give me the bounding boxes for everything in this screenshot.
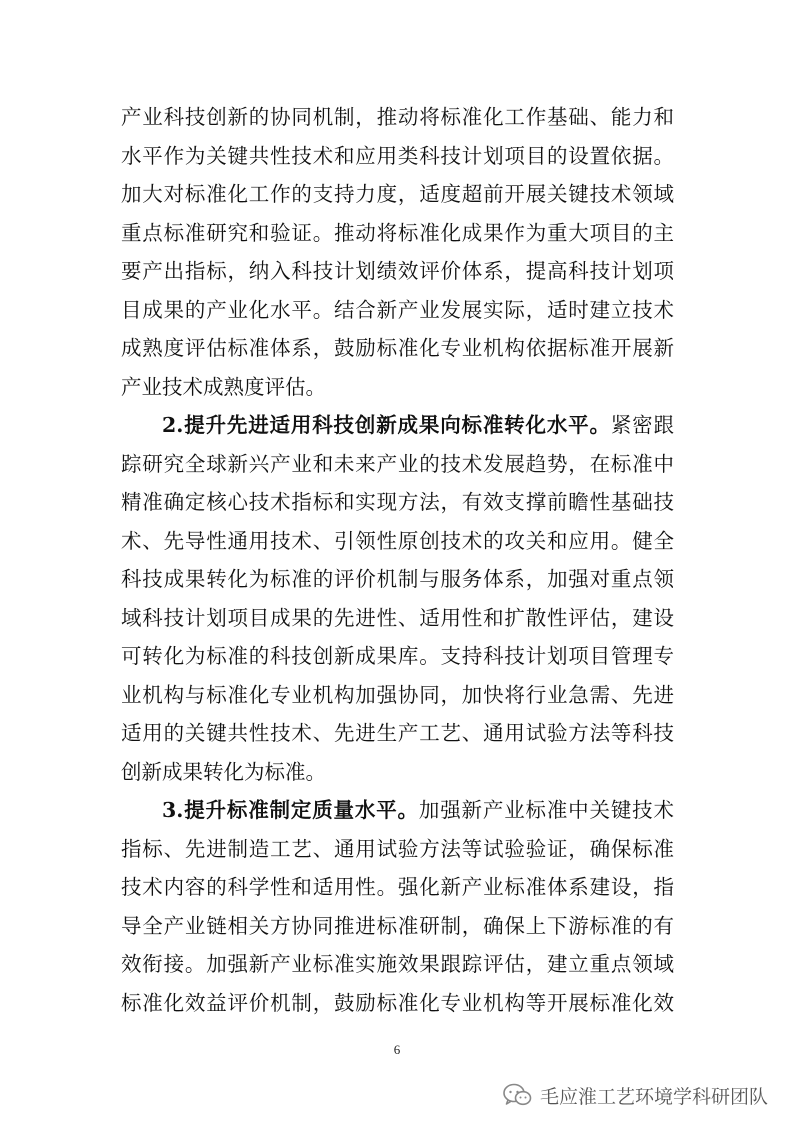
text-line: 要产出指标，纳入科技计划绩效评价体系，提高科技计划项 [121,259,674,283]
text-line: 重点标准研究和验证。推动将标准化成果作为重大项目的主 [121,220,674,245]
text-line: 精准确定核心技术指标和实现方法，有效支撑前瞻性基础技 [121,490,674,514]
section-2-first-line-rest: 紧密跟 [610,413,675,437]
text-line: 水平作为关键共性技术和应用类科技计划项目的设置依据。 [121,143,674,168]
watermark-text: 毛应淮工艺环境学科研团队 [539,1085,768,1108]
text-line: 效衔接。加强新产业标准实施效果跟踪评估，建立重点领域 [121,952,674,976]
text-line: 适用的关键共性技术、先进生产工艺、通用试验方法等科技 [121,721,674,745]
wechat-icon [502,1082,532,1108]
text-line: 可转化为标准的科技创新成果库。支持科技计划项目管理专 [121,644,674,668]
text-line: 域科技计划项目成果的先进性、适用性和扩散性评估，建设 [121,605,674,630]
section-2-heading: 2.提升先进适用科技创新成果向标准转化水平。 [162,413,611,437]
text-line: 科技成果转化为标准的评价机制与服务体系，加强对重点领 [121,567,674,591]
document-body [121,98,674,1022]
text-line: 术、先导性通用技术、引领性原创技术的攻关和应用。健全 [121,528,674,553]
text-line: 产业技术成熟度评估。 [121,374,326,399]
section-2-first-line [121,406,674,445]
wechat-watermark [502,1080,768,1110]
text-line: 加大对标准化工作的支持力度，适度超前开展关键技术领域 [121,182,674,206]
page-number: 6 [393,1042,401,1057]
text-line: 指标、先进制造工艺、通用试验方法等试验验证，确保标准 [121,836,674,861]
text-line: 标准化效益评价机制，鼓励标准化专业机构等开展标准化效 [121,990,674,1015]
text-line: 技术内容的科学性和适用性。强化新产业标准体系建设，指 [121,875,674,899]
text-line: 产业科技创新的协同机制，推动将标准化工作基础、能力和 [121,105,674,129]
text-line: 成熟度评估标准体系，鼓励标准化专业机构依据标准开展新 [121,336,674,360]
section-3-first-line [121,791,674,830]
text-line: 目成果的产业化水平。结合新产业发展实际，适时建立技术 [121,297,674,322]
section-3-heading: 3.提升标准制定质量水平。 [162,798,419,822]
text-line: 踪研究全球新兴产业和未来产业的技术发展趋势，在标准中 [121,451,674,476]
text-line: 创新成果转化为标准。 [121,759,326,784]
text-line: 业机构与标准化专业机构加强协同，加快将行业急需、先进 [121,682,674,707]
text-line: 导全产业链相关方协同推进标准研制，确保上下游标准的有 [121,913,674,938]
section-3-first-line-rest: 加强新产业标准中关键技术 [418,798,675,822]
